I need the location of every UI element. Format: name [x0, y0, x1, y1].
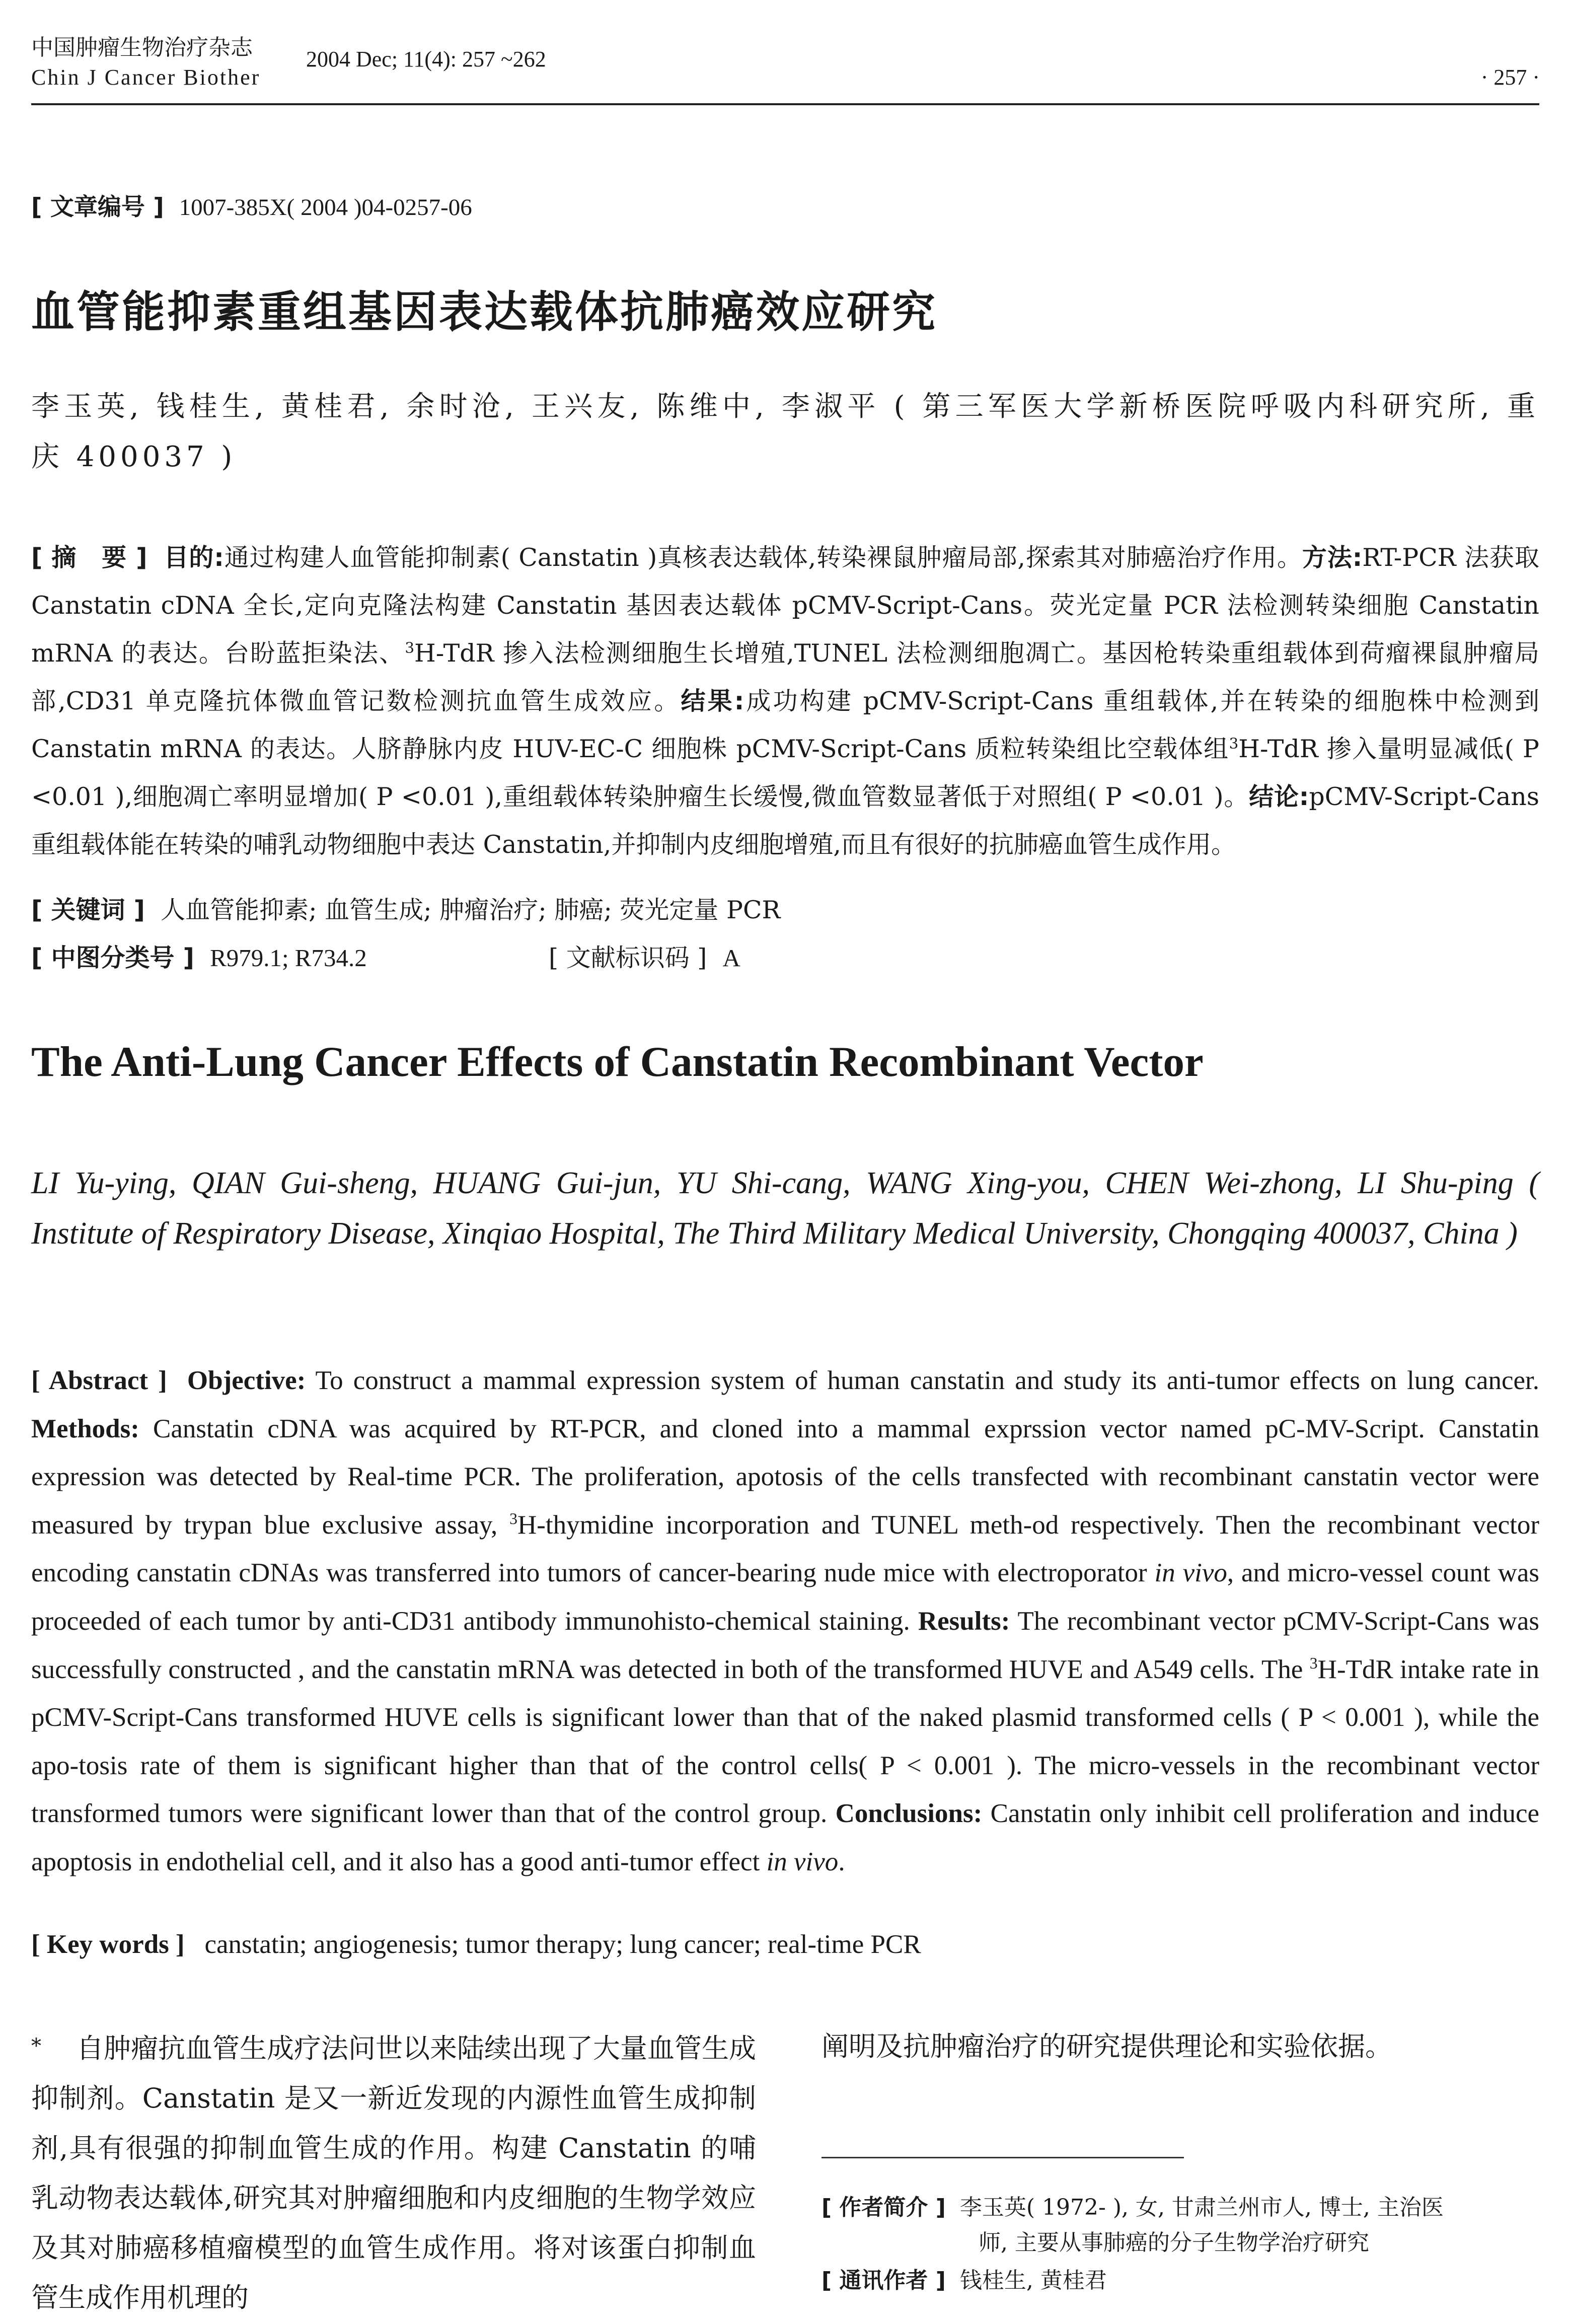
results-cn-a: 成功构建 pCMV-Script-Cans 重组载体,并在转染的细胞株中检测到 Canstatin mRNA 的表达。人脐静脉内皮 HUV-EC-C 细胞株 pCMV-Script-Cans 质粒转染组比空载体组 — [31, 687, 1539, 763]
methods-en-b: H-thymidine incorporation and TUNEL meth-od respectively. Then the recombinant vector encoding canstatin cDNAs was transferred into tumors of cancer-bearing nude mice with electroporator — [31, 1510, 1539, 1588]
authors-cn: 李玉英, 钱桂生, 黄桂君, 余时沧, 王兴友, 陈维中, 李淑平 ( 第三军医大学新桥医院呼吸内科研究所, 重庆 400037 ) — [31, 390, 1539, 473]
methods-en-sup: 3 — [509, 1509, 517, 1528]
classification — [31, 934, 535, 982]
article-number — [31, 188, 472, 222]
conclusion-en-invivo: in vivo — [766, 1847, 839, 1876]
methods-cn-label: 方法: — [1302, 543, 1363, 572]
methods-en-label: Methods: — [31, 1414, 139, 1443]
footnote-rule — [821, 2157, 1184, 2158]
methods-cn-b: H-TdR 掺入法检测细胞生长增殖,TUNEL 法检测细胞凋亡。基因枪转染重组载体到荷瘤裸鼠肿瘤局部,CD31 单克隆抗体微血管记数检测抗血管生成效应。 — [31, 639, 1540, 715]
author-info-label: [ 作者简介 ] — [821, 2195, 946, 2220]
page-number: · 257 · — [1480, 65, 1540, 90]
conclusion-cn-label: 结论: — [1249, 782, 1309, 811]
conclusion-cn: pCMV-Script-Cans 重组载体能在转染的哺乳动物细胞中表达 Canstatin,并抑制内皮细胞增殖,而且有很好的抗肺癌血管生成作用。 — [31, 782, 1539, 859]
body-left-text: 自肿瘤抗血管生成疗法问世以来陆续出现了大量血管生成抑制剂。Canstatin 是又一新近发现的内源性血管生成抑制剂,具有很强的抑制血管生成的作用。构建 Canstatin 的哺乳动物表达载体,研究其对肿瘤细胞和内皮细胞的生物学效应及其对肺癌移植瘤模型的血管生成作用。将对该蛋白抑制血管生成作用机理的 — [31, 2032, 756, 2313]
authors-en: LI Yu-ying, QIAN Gui-sheng, HUANG Gui-jun, YU Shi-cang, WANG Xing-you, CHEN Wei-zhong, LI Shu-ping ( Institute of Respiratory Disease, Xinqiao Hospital, The Third Military Medical University, Chongqing 400037, China ) — [31, 1166, 1539, 1251]
keywords-en — [31, 1921, 1539, 1969]
title-cn: 血管能抑素重组基因表达载体抗肺癌效应研究 — [31, 287, 937, 337]
keywords-cn — [31, 886, 1539, 934]
methods-en-invivo: in vivo — [1154, 1558, 1227, 1588]
abstract-en — [31, 1357, 1539, 1886]
results-en-b: H-TdR intake rate in pCMV-Script-Cans transformed HUVE cells is significant lower than that of the naked plasmid transformed cells ( P < 0.001 ), while the apo-tosis rate of them is significant higher than that of the control cells( P < 0.001 ). The micro-vessels in the recombinant vector transformed tumors were significant lower than that of the control group. — [31, 1654, 1539, 1829]
author-info-line2: 师, 主要从事肺癌的分子生物学治疗研究 — [979, 2230, 1369, 2256]
results-en-sup: 3 — [1309, 1654, 1318, 1672]
keywords-en-value: canstatin; angiogenesis; tumor therapy; lung cancer; real-time PCR — [204, 1930, 921, 1959]
document-code-value: A — [722, 944, 740, 972]
results-en-a: The recombinant vector pCMV-Script-Cans was successfully constructed , and the canstatin mRNA was detected in both of the transformed HUVE and A549 cells. The — [31, 1606, 1539, 1684]
keywords-cn-label: [ 关键词 ] — [31, 896, 145, 924]
header-rule — [31, 103, 1539, 105]
journal-title-en: Chin J Cancer Biother — [31, 65, 261, 90]
journal-title-cn: 中国肿瘤生物治疗杂志 — [31, 35, 253, 60]
conclusion-en-label: Conclusions: — [835, 1799, 983, 1829]
journal-volume: 2004 Dec; 11(4): 257 ~262 — [306, 47, 546, 71]
body-right-column: 阐明及抗肿瘤治疗的研究提供理论和实验依据。 — [821, 2030, 1392, 2062]
conclusion-en-end: . — [838, 1847, 845, 1876]
results-cn-b: H-TdR 掺入量明显减低( P <0.01 ),细胞凋亡率明显增加( P <0.01 ),重组载体转染肿瘤生长缓慢,微血管数显著低于对照组( P <0.01 )。 — [31, 735, 1539, 811]
methods-cn-a: RT-PCR 法获取 Canstatin cDNA 全长,定向克隆法构建 Canstatin 基因表达载体 pCMV-Script-Cans。荧光定量 PCR 法检测转染细胞 Canstatin mRNA 的表达。台盼蓝拒染法、 — [31, 543, 1539, 668]
results-cn-label: 结果: — [681, 687, 744, 715]
keywords-cn-value: 人血管能抑素; 血管生成; 肿瘤治疗; 肺癌; 荧光定量 PCR — [161, 896, 781, 924]
classification-label: [ 中图分类号 ] — [31, 943, 194, 972]
title-en: The Anti-Lung Cancer Effects of Canstatin Recombinant Vector — [31, 1038, 1204, 1085]
classification-value: R979.1; R734.2 — [210, 944, 367, 972]
article-number-value: 1007-385X( 2004 )04-0257-06 — [179, 194, 472, 221]
abstract-cn — [31, 534, 1539, 868]
corresponding-author-label: [ 通讯作者 ] — [821, 2268, 946, 2293]
methods-en-c: , and micro-vessel count was proceeded of each tumor by anti-CD31 antibody immunohisto-chemical staining. — [31, 1558, 1539, 1636]
methods-en-a: Canstatin cDNA was acquired by RT-PCR, and cloned into a mammal exprssion vector named pC-MV-Script. Canstatin expression was detected by Real-time PCR. The proliferation, apotosis of the cells transfected with recombinant canstatin vector were measured by trypan blue exclusive assay, — [31, 1414, 1540, 1540]
objective-cn-label: 目的: — [164, 543, 224, 572]
results-en-label: Results: — [918, 1606, 1010, 1636]
article-number-label: [ 文章编号 ] — [31, 193, 164, 221]
author-info-line1: 李玉英( 1972- ), 女, 甘肃兰州市人, 博士, 主治医 — [959, 2195, 1444, 2220]
objective-en: To construct a mammal expression system of human canstatin and study its anti-tumor effects on lung cancer. — [315, 1366, 1539, 1395]
results-cn-sup: 3 — [1229, 735, 1239, 752]
objective-en-label: Objective: — [187, 1366, 306, 1395]
corresponding-author-value: 钱桂生, 黄桂君 — [959, 2268, 1107, 2293]
conclusion-en: Canstatin only inhibit cell proliferation and induce apoptosis in endothelial cell, and it also has a good anti-tumor effect — [31, 1799, 1540, 1876]
methods-cn-sup: 3 — [405, 639, 415, 657]
document-code — [549, 934, 740, 982]
body-left-column — [31, 2021, 756, 2322]
document-code-label: [ 文献标识码 ] — [549, 943, 707, 972]
corresponding-author-footnote — [821, 2263, 1536, 2298]
objective-cn: 通过构建人血管能抑制素( Canstatin )真核表达载体,转染裸鼠肿瘤局部,探索其对肺癌治疗作用。 — [223, 543, 1302, 572]
keywords-en-label: [ Key words ] — [31, 1930, 185, 1959]
author-info-footnote — [821, 2190, 1536, 2261]
abstract-cn-label: [ 摘 要 ] — [31, 543, 147, 572]
abstract-en-label: [ Abstract ] — [31, 1366, 167, 1395]
footnote-star: * — [31, 2035, 41, 2058]
